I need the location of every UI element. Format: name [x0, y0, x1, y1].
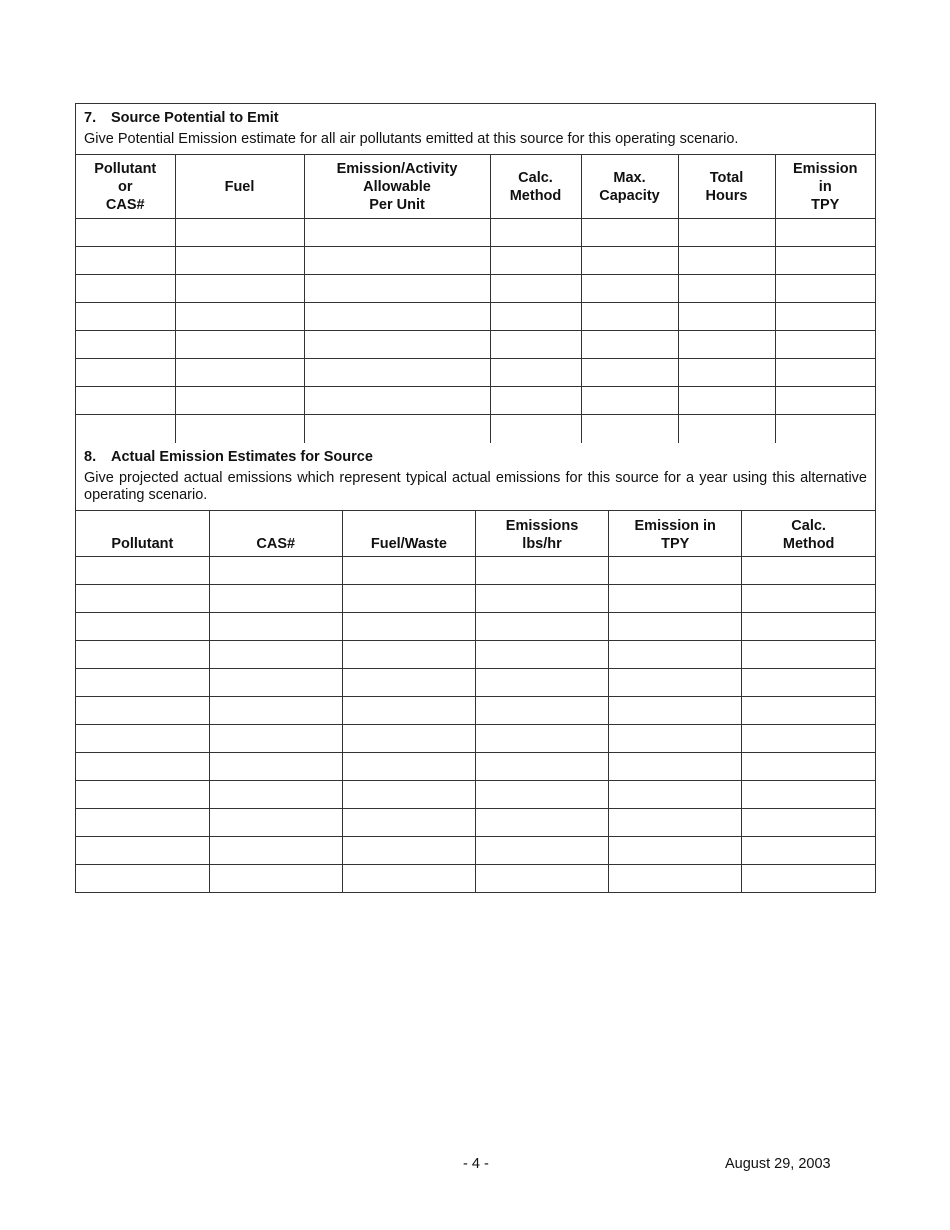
table-cell[interactable] [175, 303, 304, 331]
table-cell[interactable] [76, 808, 209, 836]
potential-emissions-table [76, 154, 875, 443]
table-cell[interactable] [678, 219, 775, 247]
table-cell[interactable] [775, 359, 875, 387]
column-header [342, 510, 475, 556]
table-row [76, 668, 875, 696]
column-header-line: in [818, 178, 832, 195]
table-cell[interactable] [209, 556, 342, 584]
column-header [609, 510, 742, 556]
table-cell[interactable] [342, 864, 475, 892]
column-header-line: Fuel/Waste [370, 535, 447, 552]
table-cell[interactable] [609, 724, 742, 752]
table-cell[interactable] [742, 556, 875, 584]
table-cell[interactable] [76, 696, 209, 724]
table-cell[interactable] [175, 359, 304, 387]
table-row [76, 696, 875, 724]
table-cell[interactable] [490, 415, 581, 443]
table-cell[interactable] [609, 696, 742, 724]
table-cell[interactable] [342, 780, 475, 808]
table-cell[interactable] [342, 584, 475, 612]
table-cell[interactable] [175, 415, 304, 443]
table-cell[interactable] [209, 836, 342, 864]
table-cell[interactable] [581, 359, 678, 387]
table-cell[interactable] [76, 584, 209, 612]
column-header [475, 510, 608, 556]
column-header-line: Total [709, 169, 744, 186]
table-row [76, 387, 875, 415]
table-row [76, 640, 875, 668]
table-cell[interactable] [342, 808, 475, 836]
table-cell[interactable] [775, 331, 875, 359]
table-cell[interactable] [342, 752, 475, 780]
column-header-line: Max. [613, 169, 646, 186]
table-cell[interactable] [609, 612, 742, 640]
table-row [76, 275, 875, 303]
table-header-row [76, 510, 875, 556]
column-header-line: Method [509, 187, 562, 204]
table-cell[interactable] [304, 331, 490, 359]
table-cell[interactable] [581, 247, 678, 275]
table-cell[interactable] [475, 780, 608, 808]
column-header-line: Pollutant [111, 535, 174, 552]
column-header [775, 155, 875, 219]
column-header-line: Capacity [599, 187, 660, 204]
table-row [76, 303, 875, 331]
table-cell[interactable] [475, 640, 608, 668]
table-cell[interactable] [475, 752, 608, 780]
table-cell[interactable] [775, 415, 875, 443]
table-cell[interactable] [775, 275, 875, 303]
table-cell[interactable] [76, 724, 209, 752]
table-row [76, 780, 875, 808]
table-cell[interactable] [581, 303, 678, 331]
table-cell[interactable] [76, 247, 175, 275]
table-cell[interactable] [678, 331, 775, 359]
column-header [76, 510, 209, 556]
table-row [76, 331, 875, 359]
table-cell[interactable] [475, 668, 608, 696]
table-cell[interactable] [304, 415, 490, 443]
table-cell[interactable] [678, 247, 775, 275]
table-cell[interactable] [76, 836, 209, 864]
column-header-line: Emission [793, 160, 858, 177]
table-cell[interactable] [742, 808, 875, 836]
table-cell[interactable] [742, 584, 875, 612]
table-cell[interactable] [76, 668, 209, 696]
table-row [76, 415, 875, 443]
table-cell[interactable] [209, 640, 342, 668]
section-8-title-text: Actual Emission Estimates for Source [111, 448, 373, 465]
table-cell[interactable] [342, 836, 475, 864]
table-cell[interactable] [209, 584, 342, 612]
table-cell[interactable] [609, 640, 742, 668]
section-8-title [76, 443, 875, 465]
column-header-line: Allowable [363, 178, 431, 195]
column-header-line: TPY [811, 196, 840, 213]
table-cell[interactable] [209, 696, 342, 724]
column-header-line: Emission/Activity [336, 160, 458, 177]
table-cell[interactable] [609, 836, 742, 864]
table-cell[interactable] [175, 247, 304, 275]
column-header [678, 155, 775, 219]
column-header [490, 155, 581, 219]
table-cell[interactable] [678, 359, 775, 387]
table-cell[interactable] [742, 752, 875, 780]
table-row [76, 219, 875, 247]
column-header [175, 155, 304, 219]
table-cell[interactable] [304, 359, 490, 387]
table-cell[interactable] [490, 359, 581, 387]
column-header-line: Emissions [505, 517, 579, 534]
table-cell[interactable] [304, 275, 490, 303]
column-header-line: lbs/hr [522, 535, 562, 552]
table-cell[interactable] [175, 331, 304, 359]
table-cell[interactable] [678, 387, 775, 415]
section-7-description: Give Potential Emission estimate for all air pollutants emitted at this source for this operating scenario. [84, 131, 739, 147]
table-cell[interactable] [209, 612, 342, 640]
column-header-line: Calc. [518, 169, 553, 186]
table-cell[interactable] [609, 752, 742, 780]
table-cell[interactable] [475, 584, 608, 612]
table-cell[interactable] [209, 668, 342, 696]
column-header [581, 155, 678, 219]
column-header-line: CAS# [105, 196, 145, 213]
table-row [76, 864, 875, 892]
table-cell[interactable] [742, 640, 875, 668]
table-cell[interactable] [609, 668, 742, 696]
table-cell[interactable] [209, 724, 342, 752]
table-cell[interactable] [76, 752, 209, 780]
column-header-line: Per Unit [369, 196, 425, 213]
table-cell[interactable] [209, 780, 342, 808]
column-header-line: CAS# [256, 535, 296, 552]
footer-date: August 29, 2003 [725, 1156, 831, 1172]
table-cell[interactable] [76, 387, 175, 415]
table-cell[interactable] [175, 387, 304, 415]
table-cell[interactable] [490, 275, 581, 303]
table-cell[interactable] [742, 836, 875, 864]
table-cell[interactable] [475, 696, 608, 724]
section-8-number: 8. [84, 448, 97, 465]
table-cell[interactable] [609, 584, 742, 612]
table-cell[interactable] [342, 724, 475, 752]
column-header-line: TPY [661, 535, 690, 552]
column-header-line: Fuel [224, 178, 255, 195]
table-cell[interactable] [475, 724, 608, 752]
table-cell[interactable] [76, 864, 209, 892]
table-cell[interactable] [581, 275, 678, 303]
table-cell[interactable] [678, 303, 775, 331]
column-header [76, 155, 175, 219]
page-number: - 4 - [463, 1156, 489, 1172]
table-cell[interactable] [742, 612, 875, 640]
section-7-title-text: Source Potential to Emit [111, 110, 279, 126]
table-cell[interactable] [609, 864, 742, 892]
table-cell[interactable] [175, 219, 304, 247]
form-frame [75, 103, 876, 893]
table-cell[interactable] [342, 668, 475, 696]
table-row [76, 359, 875, 387]
table-row [76, 836, 875, 864]
table-row [76, 612, 875, 640]
table-header-row [76, 155, 875, 219]
table-cell[interactable] [76, 303, 175, 331]
table-cell[interactable] [742, 724, 875, 752]
table-row [76, 556, 875, 584]
table-cell[interactable] [304, 219, 490, 247]
column-header-line: or [118, 178, 133, 195]
table-row [76, 808, 875, 836]
table-row [76, 247, 875, 275]
table-cell[interactable] [304, 303, 490, 331]
table-cell[interactable] [209, 808, 342, 836]
table-cell[interactable] [678, 415, 775, 443]
table-cell[interactable] [475, 808, 608, 836]
table-cell[interactable] [475, 836, 608, 864]
table-cell[interactable] [475, 864, 608, 892]
table-cell[interactable] [742, 864, 875, 892]
column-header-line: Hours [705, 187, 748, 204]
table-cell[interactable] [475, 612, 608, 640]
table-cell[interactable] [76, 612, 209, 640]
table-cell[interactable] [742, 668, 875, 696]
column-header-line: Emission in [634, 517, 716, 534]
table-cell[interactable] [775, 303, 875, 331]
table-row [76, 752, 875, 780]
table-cell[interactable] [76, 331, 175, 359]
table-cell[interactable] [304, 247, 490, 275]
section-7-title [76, 104, 875, 126]
table-cell[interactable] [775, 247, 875, 275]
table-cell[interactable] [490, 331, 581, 359]
table-cell[interactable] [342, 640, 475, 668]
table-cell[interactable] [609, 780, 742, 808]
section-8-description: Give projected actual emissions which represent typical actual emissions for this source for a year using this alternative operating scenario. [84, 469, 867, 503]
table-cell[interactable] [76, 780, 209, 808]
table-cell[interactable] [609, 556, 742, 584]
table-cell[interactable] [209, 864, 342, 892]
table-row [76, 584, 875, 612]
table-cell[interactable] [581, 387, 678, 415]
table-cell[interactable] [490, 219, 581, 247]
table-cell[interactable] [209, 752, 342, 780]
table-cell[interactable] [76, 275, 175, 303]
table-row [76, 724, 875, 752]
table-cell[interactable] [76, 415, 175, 443]
table-cell[interactable] [342, 556, 475, 584]
table-cell[interactable] [76, 219, 175, 247]
column-header [742, 510, 875, 556]
table-cell[interactable] [678, 275, 775, 303]
table-cell[interactable] [342, 612, 475, 640]
column-header-line: Calc. [791, 517, 826, 534]
column-header [304, 155, 490, 219]
table-cell[interactable] [581, 219, 678, 247]
table-cell[interactable] [304, 387, 490, 415]
table-cell[interactable] [742, 696, 875, 724]
column-header-line: Method [782, 535, 835, 552]
table-cell[interactable] [490, 247, 581, 275]
table-cell[interactable] [490, 387, 581, 415]
table-cell[interactable] [581, 415, 678, 443]
section-7-number: 7. [84, 110, 97, 126]
table-cell[interactable] [742, 780, 875, 808]
table-cell[interactable] [76, 359, 175, 387]
table-cell[interactable] [775, 219, 875, 247]
table-cell[interactable] [609, 808, 742, 836]
table-cell[interactable] [475, 556, 608, 584]
table-cell[interactable] [342, 696, 475, 724]
table-cell[interactable] [581, 331, 678, 359]
table-cell[interactable] [76, 640, 209, 668]
table-cell[interactable] [775, 387, 875, 415]
table-cell[interactable] [490, 303, 581, 331]
actual-emissions-table [76, 510, 875, 893]
table-cell[interactable] [76, 556, 209, 584]
column-header-line: Pollutant [94, 160, 157, 177]
table-cell[interactable] [175, 275, 304, 303]
column-header [209, 510, 342, 556]
